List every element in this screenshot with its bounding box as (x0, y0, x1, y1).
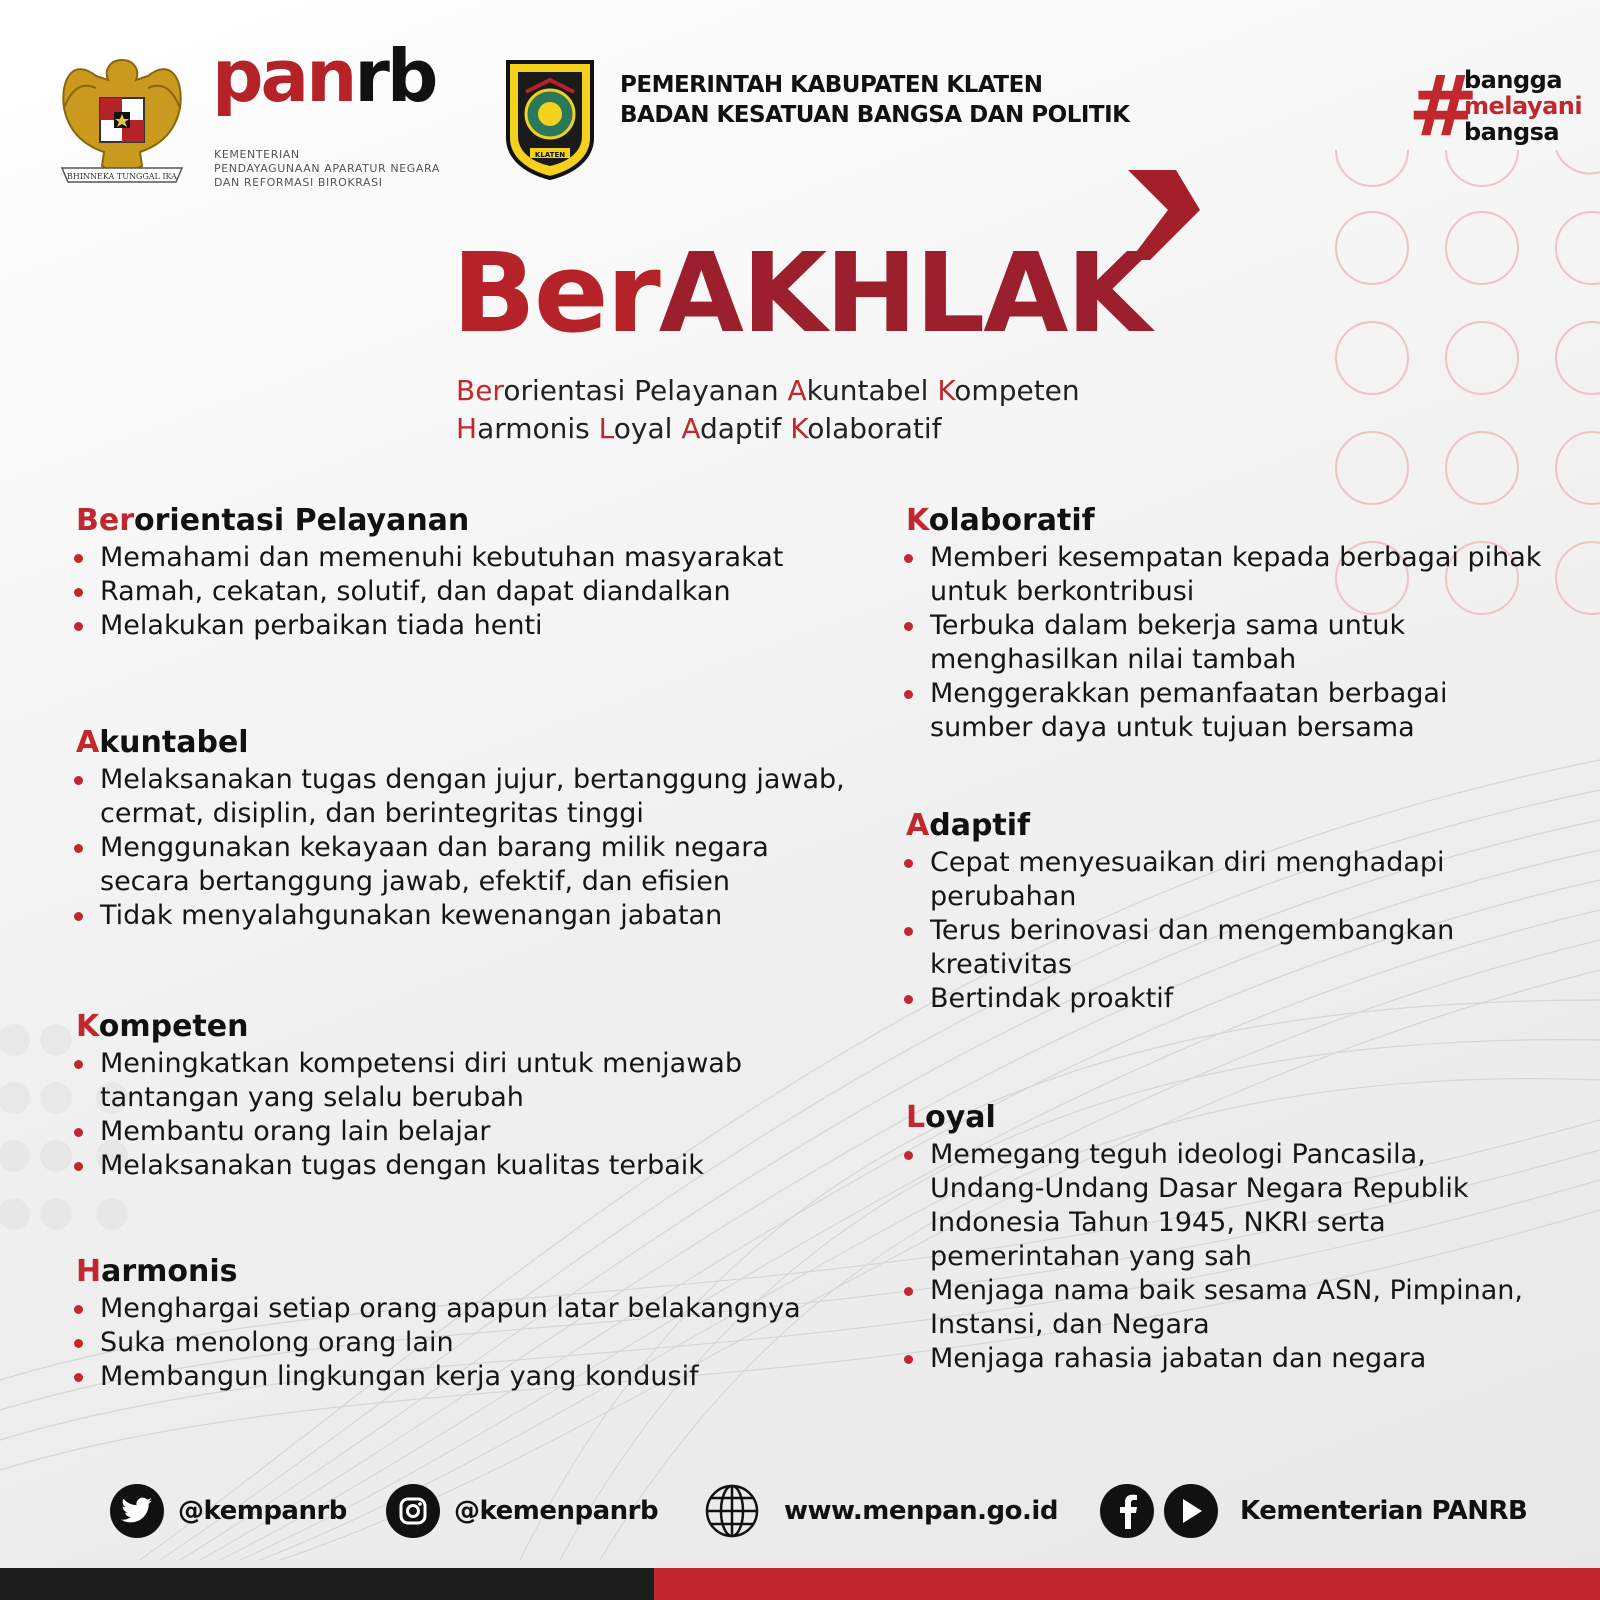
tagline-word: bangga (1464, 66, 1563, 94)
section-title (906, 1100, 1546, 1136)
panrb-logo (212, 34, 436, 118)
tagline-word: bangsa (1464, 118, 1560, 146)
bullet-list (906, 541, 1546, 745)
list-item: Melaksanakan tugas dengan kualitas terbaik (76, 1149, 866, 1183)
section-title (906, 808, 1546, 844)
klaten-agency-name (620, 70, 1129, 130)
panrb-logo-rb: rb (354, 34, 436, 118)
section-title (76, 1009, 866, 1045)
bullet-list (906, 1138, 1546, 1376)
section-title (76, 1254, 866, 1290)
subtitle-word: armonis (477, 412, 590, 445)
page-title (452, 229, 1150, 357)
youtube-icon (1164, 1484, 1218, 1538)
hashtag-icon: # (1408, 57, 1479, 155)
section-loyal (906, 1100, 1546, 1376)
tagline-bangga-melayani-bangsa (1408, 57, 1598, 155)
list-item: Meningkatkan kompetensi diri untuk menjawab tantangan yang selalu berubah (76, 1047, 866, 1115)
section-title-initial: Ber (76, 503, 135, 538)
svg-text:KLATEN: KLATEN (534, 151, 566, 159)
section-title-rest: olaboratif (928, 503, 1095, 538)
facebook-icon (1100, 1484, 1154, 1538)
section-title-initial: K (906, 503, 929, 538)
section-title-rest: daptif (929, 808, 1031, 843)
klaten-line: BADAN KESATUAN BANGSA DAN POLITIK (620, 102, 1130, 128)
list-item: Suka menolong orang lain (76, 1326, 866, 1360)
subtitle-word: olaboratif (807, 412, 942, 445)
subtitle-initial: Ber (456, 374, 504, 407)
section-title (906, 503, 1546, 539)
subtitle-word: orientasi Pelayanan (503, 374, 779, 407)
section-title-rest: armonis (101, 1254, 238, 1289)
list-item: Cepat menyesuaikan diri menghadapi perubahan (906, 846, 1546, 914)
panrb-ministry-name (214, 148, 440, 190)
footer-twitter[interactable] (110, 1484, 347, 1538)
subtitle-word: ompeten (954, 374, 1080, 407)
section-title-rest: kuntabel (99, 725, 249, 760)
title-main: AKHLAK (658, 229, 1150, 357)
list-item: Melaksanakan tugas dengan jujur, bertanggung jawab, cermat, disiplin, dan berintegritas tinggi (76, 763, 866, 831)
subtitle-initial: K (790, 412, 808, 445)
list-item: Menghargai setiap orang apapun latar belakangnya (76, 1292, 866, 1326)
tagline-word: melayani (1464, 92, 1583, 120)
subtitle-initial: A (681, 412, 700, 445)
instagram-handle: @kemenpanrb (454, 1496, 659, 1526)
channel-name: Kementerian PANRB (1240, 1496, 1528, 1526)
footer-website[interactable] (704, 1484, 1058, 1538)
twitter-handle: @kempanrb (178, 1496, 347, 1526)
section-harmonis (76, 1254, 866, 1394)
list-item: Memegang teguh ideologi Pancasila, Undang-Undang Dasar Negara Republik Indonesia Tahun 1945, NKRI serta pemerintahan yang sah (906, 1138, 1546, 1274)
panrb-sub-line: PENDAYAGUNAAN APARATUR NEGARA (214, 162, 440, 175)
instagram-icon (386, 1484, 440, 1538)
section-title-initial: H (76, 1254, 102, 1289)
footer-instagram[interactable] (386, 1484, 658, 1538)
section-title-rest: orientasi Pelayanan (134, 503, 470, 538)
title-prefix: Ber (452, 229, 659, 357)
subtitle-initial: L (598, 412, 614, 445)
section-berorientasi-pelayanan (76, 503, 866, 643)
section-title-rest: oyal (925, 1100, 996, 1135)
bullet-list (76, 763, 866, 933)
section-title-initial: K (76, 1009, 99, 1044)
section-title-initial: A (906, 808, 930, 843)
list-item: Menjaga nama baik sesama ASN, Pimpinan, Instansi, dan Negara (906, 1274, 1546, 1342)
list-item: Menggunakan kekayaan dan barang milik negara secara bertanggung jawab, efektif, dan efisien (76, 831, 866, 899)
footer-channels[interactable] (1100, 1484, 1527, 1538)
list-item: Memberi kesempatan kepada berbagai pihak untuk berkontribusi (906, 541, 1546, 609)
list-item: Memahami dan memenuhi kebutuhan masyarakat (76, 541, 866, 575)
list-item: Terbuka dalam bekerja sama untuk menghasilkan nilai tambah (906, 609, 1546, 677)
list-item: Bertindak proaktif (906, 982, 1546, 1016)
svg-text:BHINNEKA TUNGGAL IKA: BHINNEKA TUNGGAL IKA (67, 172, 177, 181)
section-title-rest: ompeten (98, 1009, 249, 1044)
subtitle-word: daptif (700, 412, 782, 445)
list-item: Terus berinovasi dan mengembangkan kreativitas (906, 914, 1546, 982)
panrb-logo-pan: pan (212, 34, 355, 118)
footer-bar-red (654, 1568, 1600, 1600)
section-title-initial: L (906, 1100, 926, 1135)
section-adaptif (906, 808, 1546, 1016)
list-item: Membangun lingkungan kerja yang kondusif (76, 1360, 866, 1394)
subtitle-word: kuntabel (806, 374, 929, 407)
section-akuntabel (76, 725, 866, 933)
subtitle-initial: K (937, 374, 955, 407)
list-item: Ramah, cekatan, solutif, dan dapat diandalkan (76, 575, 866, 609)
subtitle-word: oyal (613, 412, 673, 445)
bullet-list (76, 1292, 866, 1394)
bullet-list (76, 1047, 866, 1183)
footer-bar-dark (0, 1568, 654, 1600)
panrb-sub-line: DAN REFORMASI BIROKRASI (214, 176, 383, 189)
panrb-sub-line: KEMENTERIAN (214, 148, 300, 161)
list-item: Tidak menyalahgunakan kewenangan jabatan (76, 899, 866, 933)
list-item: Menjaga rahasia jabatan dan negara (906, 1342, 1546, 1376)
garuda-emblem-icon (52, 48, 192, 198)
list-item: Membantu orang lain belajar (76, 1115, 866, 1149)
section-title (76, 503, 866, 539)
twitter-icon (110, 1484, 164, 1538)
klaten-shield-icon (504, 58, 596, 180)
subtitle-initial: A (787, 374, 807, 407)
list-item: Menggerakkan pemanfaatan berbagai sumber daya untuk tujuan bersama (906, 677, 1546, 745)
subtitle-line (456, 372, 1080, 410)
bullet-list (906, 846, 1546, 1016)
akhlak-acronym-expansion (456, 372, 1080, 448)
bullet-list (76, 541, 866, 643)
section-title-initial: A (76, 725, 100, 760)
globe-icon (704, 1483, 760, 1539)
section-kompeten (76, 1009, 866, 1183)
website-url: www.menpan.go.id (784, 1496, 1058, 1526)
subtitle-line (456, 410, 1080, 448)
klaten-line: PEMERINTAH KABUPATEN KLATEN (620, 72, 1043, 98)
subtitle-initial: H (456, 412, 478, 445)
section-kolaboratif (906, 503, 1546, 745)
list-item: Melakukan perbaikan tiada henti (76, 609, 866, 643)
section-title (76, 725, 866, 761)
